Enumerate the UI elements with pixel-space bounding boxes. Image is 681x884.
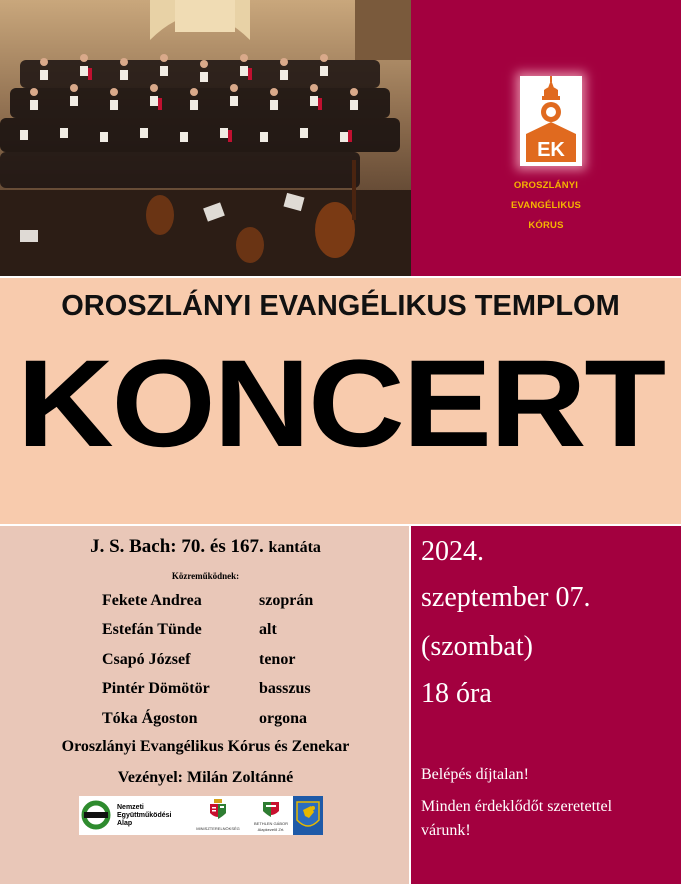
performer-row [0,621,411,643]
performer-row [0,592,411,614]
svg-text:EK: EK [537,139,565,161]
composer: J. S. Bach: [90,536,177,557]
organization-panel [411,0,681,276]
nea-name-line: Nemzeti [117,804,144,811]
performer-name: Fekete Andrea [102,592,202,609]
performer-role: tenor [259,651,296,668]
organization-name-line-2: EVANGÉLIKUS [510,200,582,211]
performer-role: basszus [259,680,311,697]
cantata-numbers: 70. és 167. [181,536,264,557]
performer-name: Tóka Ágoston [102,710,198,727]
oroszlany-coat-of-arms-icon [293,796,323,835]
hungarian-coat-of-arms-icon [187,796,249,835]
performer-row [0,680,411,702]
performer-role: alt [259,621,277,638]
church-logo-icon [520,76,582,166]
performer-role: orgona [259,710,307,727]
bethlen-gabor-logo-icon [249,796,293,835]
date-panel [411,524,681,884]
collaborators-label: Közreműködnek: [171,571,240,581]
title-band [0,276,681,524]
cantata-label: kantáta [268,539,321,556]
organization-name-line-3: KÓRUS [528,220,564,231]
church-name: OROSZLÁNYI EVANGÉLIKUS TEMPLOM [61,290,620,322]
performer-name: Estefán Tünde [102,621,202,638]
organization-name-line-1: OROSZLÁNYI [513,180,579,191]
choir-orchestra-photo [0,0,411,276]
bga-name-line: Alapkezelő Zrt. [257,827,285,832]
ministry-name: MINISZTERELNÖKSÉG [196,826,240,831]
performer-name: Csapó József [102,651,191,668]
invitation-line-1: Minden érdeklődőt szeretettel [421,798,613,815]
performer-row [0,651,411,673]
ensemble-name: Oroszlányi Evangélikus Kórus és Zenekar [61,738,350,755]
event-year: 2024. [421,536,484,567]
nea-name-line: Együttműködési [117,812,172,819]
invitation-line-2: várunk! [421,822,471,839]
program-panel [0,524,411,884]
performer-row [0,710,411,732]
event-weekday: (szombat) [421,631,533,662]
admission-info: Belépés díjtalan! [421,766,529,783]
sponsor-logos [79,796,323,835]
program-title [0,536,411,558]
nea-name-line: Alap [117,820,133,827]
bga-name-line: BETHLEN GÁBOR [253,821,288,826]
event-time: 18 óra [421,678,492,709]
performer-role: szoprán [259,592,314,609]
concert-headline: KONCERT [16,335,665,473]
event-date: szeptember 07. [421,582,591,613]
performer-name: Pintér Dömötör [102,680,210,697]
nea-logo-icon [79,796,187,835]
conductor-line: Vezényel: Milán Zoltánné [117,769,294,786]
